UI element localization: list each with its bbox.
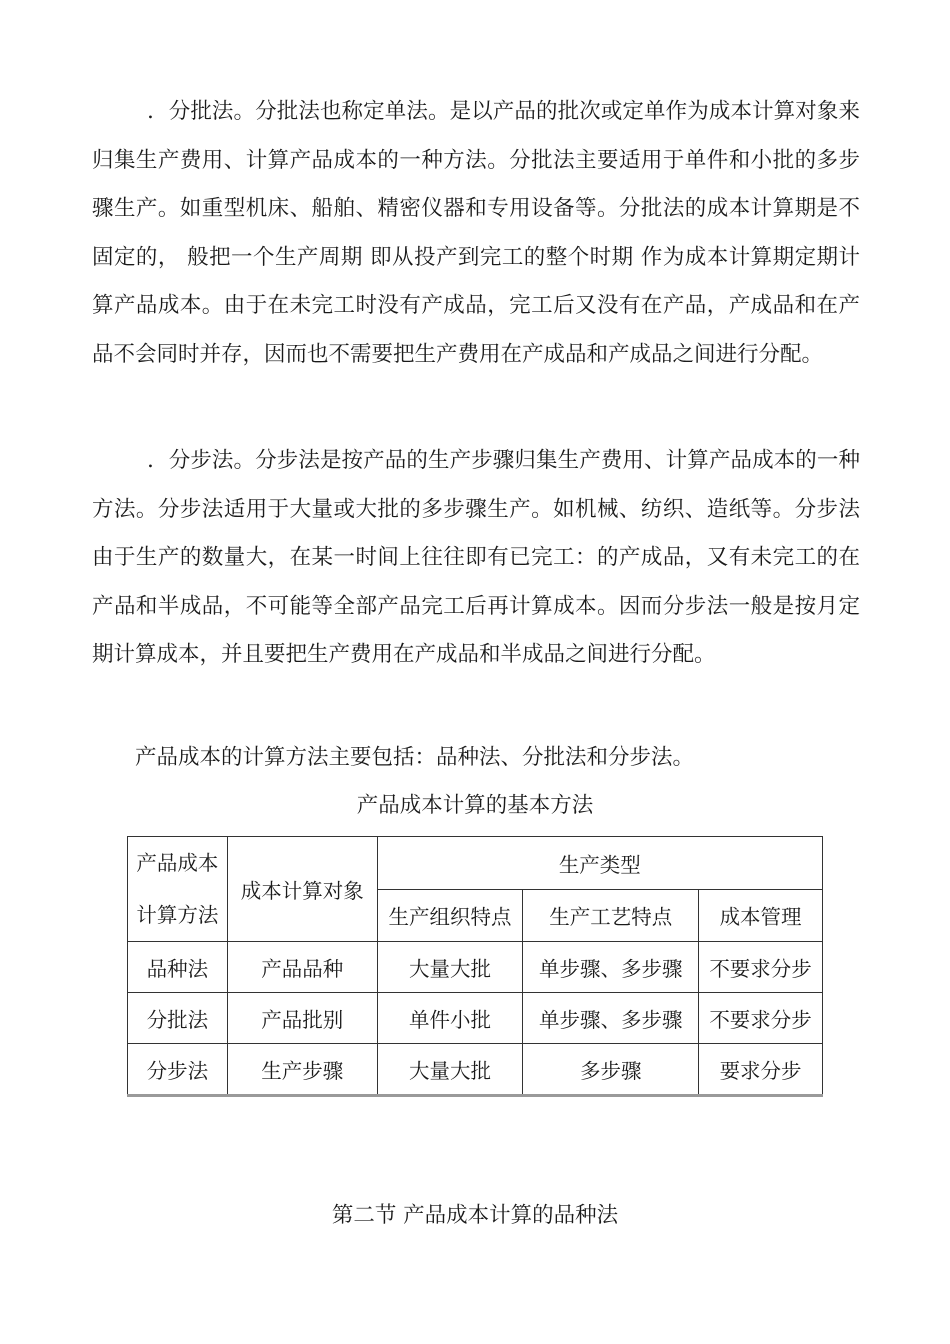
table-cell: 产品批别 [227,993,377,1044]
table-cell: 生产步骤 [227,1044,377,1096]
table-cell: 分步法 [128,1044,228,1096]
table-caption: 产品成本计算的基本方法 [356,793,594,818]
table-cell: 不要求分步 [699,993,823,1044]
table-row [128,1044,823,1096]
table-header-row [128,837,823,890]
table-cell: 产品品种 [227,942,377,993]
header-management: 成本管理 [699,889,823,942]
header-object: 成本计算对象 [227,837,377,942]
paragraph-step-method-text: ．分步法。分步法是按产品的生产步骤归集生产费用、计算产品成本的一种方法。分步法适用于大量或大批的多步骤生产。如机械、纺织、造纸等。分步法由于生产的数量大，在某一时间上往往即有已完工：的产成品，又有未完工的在产品和半成品，不可能等全部产品完工后再计算成本。因而分步法一般是按月定期计算成本，并且要把生产费用在产成品和半成品之间进行分配。 [92,448,860,667]
header-process: 生产工艺特点 [523,889,699,942]
table-cell: 单步骤、多步骤 [523,942,699,993]
paragraph-batch-method [92,88,860,379]
header-production-type: 生产类型 [377,837,822,890]
cost-methods-table [127,836,823,1097]
table-cell: 要求分步 [699,1044,823,1096]
table-cell: 单件小批 [377,993,523,1044]
table-cell: 多步骤 [523,1044,699,1096]
paragraph-step-method [92,437,860,680]
header-method: 产品成本计算方法 [128,837,228,942]
table-row [128,993,823,1044]
table-cell: 分批法 [128,993,228,1044]
table-cell: 大量大批 [377,942,523,993]
paragraph-batch-method-text: ．分批法。分批法也称定单法。是以产品的批次或定单作为成本计算对象来归集生产费用、计算产品成本的一种方法。分批法主要适用于单件和小批的多步骤生产。如重型机床、船舶、精密仪器和专用设备等。分批法的成本计算期是不固定的， 般把一个生产周期 即从投产到完工的整个时期 作为成本计算期定期计算产品成本。由于在未完工时没有产成品，完工后又没有在产品，产成品和在产品不会同时并存，因而也不需要把生产费用在产成品和产成品之间进行分配。 [92,99,860,367]
paragraph-summary: 产品成本的计算方法主要包括：品种法、分批法和分步法。 [135,745,695,770]
table-cell: 单步骤、多步骤 [523,993,699,1044]
header-organization: 生产组织特点 [377,889,523,942]
table-cell: 品种法 [128,942,228,993]
table-row [128,942,823,993]
section-title: 第二节 产品成本计算的品种法 [331,1203,619,1228]
table-cell: 不要求分步 [699,942,823,993]
table-cell: 大量大批 [377,1044,523,1096]
